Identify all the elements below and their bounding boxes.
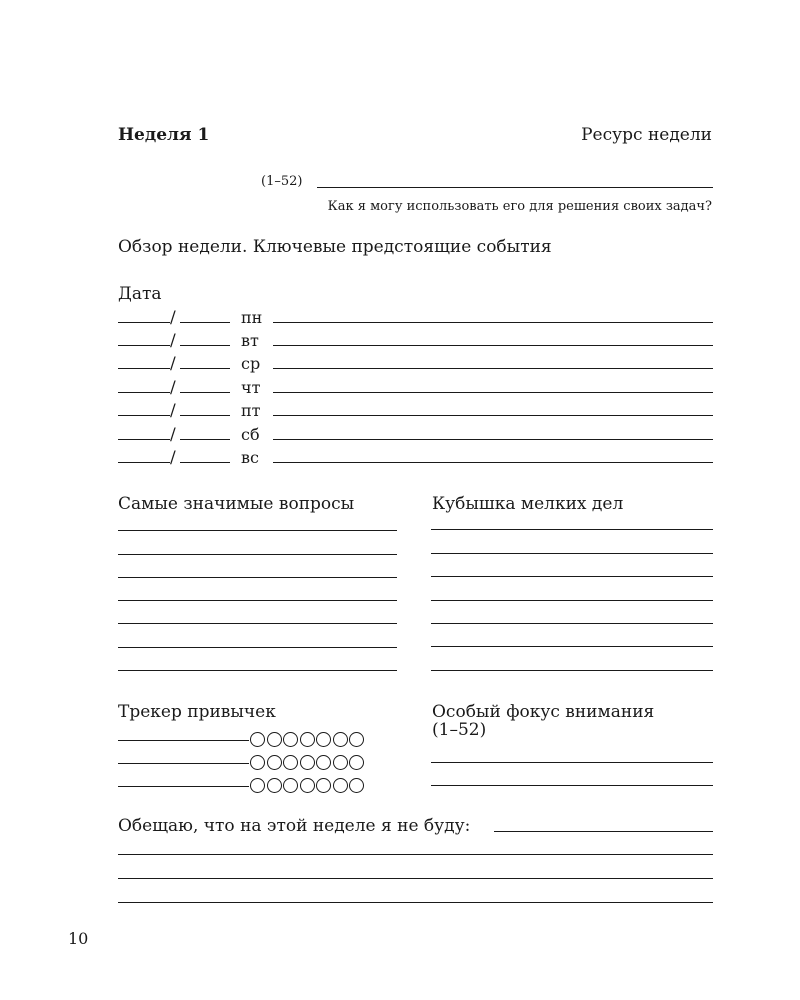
day-label: чт: [241, 378, 261, 397]
day-row-fri: [118, 403, 713, 425]
important-title: Самые значимые вопросы: [118, 494, 355, 514]
habit-day-circle[interactable]: [316, 778, 331, 793]
resource-prompt: Как я могу использовать его для решения своих задач?: [327, 199, 712, 214]
date-separator: /: [170, 401, 176, 421]
resource-title: Ресурс недели: [581, 125, 712, 145]
event-line[interactable]: [273, 322, 713, 323]
day-row-sat: [118, 427, 713, 449]
event-line[interactable]: [273, 368, 713, 369]
habit-day-circle[interactable]: [316, 755, 331, 770]
event-line[interactable]: [273, 392, 713, 393]
habit-day-circle[interactable]: [349, 755, 364, 770]
important-line[interactable]: [118, 554, 397, 555]
small-task-line[interactable]: [431, 529, 713, 530]
date-separator: /: [170, 331, 176, 351]
date-day-field[interactable]: [118, 392, 170, 393]
promise-line[interactable]: [118, 854, 713, 855]
event-line[interactable]: [273, 462, 713, 463]
date-day-field[interactable]: [118, 462, 170, 463]
habit-tracker-row: [250, 775, 366, 792]
day-label: пн: [241, 308, 263, 327]
day-row-wed: [118, 356, 713, 378]
habit-day-circle[interactable]: [250, 778, 265, 793]
date-day-field[interactable]: [118, 345, 170, 346]
day-label: ср: [241, 354, 261, 373]
day-label: сб: [241, 425, 260, 444]
important-line[interactable]: [118, 600, 397, 601]
habit-tracker-row: [250, 729, 366, 746]
habit-day-circle[interactable]: [300, 755, 315, 770]
resource-line[interactable]: [317, 187, 713, 188]
important-line[interactable]: [118, 530, 397, 531]
habit-day-circle[interactable]: [349, 732, 364, 747]
habit-day-circle[interactable]: [250, 732, 265, 747]
date-label: Дата: [118, 284, 162, 304]
day-row-tue: [118, 333, 713, 355]
small-task-line[interactable]: [431, 670, 713, 671]
date-separator: /: [170, 354, 176, 374]
habit-day-circle[interactable]: [300, 778, 315, 793]
event-line[interactable]: [273, 439, 713, 440]
habit-day-circle[interactable]: [267, 778, 282, 793]
focus-line[interactable]: [431, 762, 713, 763]
habit-name-line[interactable]: [118, 740, 249, 741]
focus-line[interactable]: [431, 785, 713, 786]
day-row-sun: [118, 450, 713, 472]
habit-day-circle[interactable]: [283, 755, 298, 770]
event-line[interactable]: [273, 415, 713, 416]
habit-day-circle[interactable]: [267, 755, 282, 770]
promise-line[interactable]: [494, 831, 713, 832]
resource-range: (1–52): [261, 174, 303, 189]
small-task-line[interactable]: [431, 553, 713, 554]
habit-day-circle[interactable]: [267, 732, 282, 747]
habit-day-circle[interactable]: [349, 778, 364, 793]
day-label: вт: [241, 331, 259, 350]
habit-day-circle[interactable]: [333, 755, 348, 770]
important-line[interactable]: [118, 647, 397, 648]
habits-title: Трекер привычек: [118, 702, 276, 722]
week-title: Неделя 1: [118, 125, 210, 145]
date-day-field[interactable]: [118, 322, 170, 323]
date-separator: /: [170, 378, 176, 398]
habit-name-line[interactable]: [118, 786, 249, 787]
date-month-field[interactable]: [180, 345, 230, 346]
date-month-field[interactable]: [180, 368, 230, 369]
focus-title: Особый фокус внимания: [432, 702, 655, 722]
day-label: пт: [241, 401, 261, 420]
important-line[interactable]: [118, 670, 397, 671]
focus-range: (1–52): [432, 720, 487, 740]
day-row-thu: [118, 380, 713, 402]
date-month-field[interactable]: [180, 462, 230, 463]
habit-day-circle[interactable]: [316, 732, 331, 747]
small-task-line[interactable]: [431, 623, 713, 624]
habit-day-circle[interactable]: [283, 778, 298, 793]
promise-label: Обещаю, что на этой неделе я не буду:: [118, 816, 471, 836]
important-line[interactable]: [118, 623, 397, 624]
habit-tracker-row: [250, 752, 366, 769]
small-task-line[interactable]: [431, 646, 713, 647]
important-line[interactable]: [118, 577, 397, 578]
habit-day-circle[interactable]: [300, 732, 315, 747]
date-day-field[interactable]: [118, 415, 170, 416]
date-day-field[interactable]: [118, 439, 170, 440]
small-task-line[interactable]: [431, 600, 713, 601]
date-month-field[interactable]: [180, 322, 230, 323]
overview-title: Обзор недели. Ключевые предстоящие события: [118, 237, 552, 257]
date-separator: /: [170, 448, 176, 468]
date-month-field[interactable]: [180, 415, 230, 416]
date-separator: /: [170, 425, 176, 445]
date-month-field[interactable]: [180, 392, 230, 393]
event-line[interactable]: [273, 345, 713, 346]
habit-day-circle[interactable]: [283, 732, 298, 747]
date-month-field[interactable]: [180, 439, 230, 440]
day-label: вс: [241, 448, 259, 467]
small-tasks-title: Кубышка мелких дел: [432, 494, 624, 514]
habit-day-circle[interactable]: [333, 732, 348, 747]
day-row-mon: [118, 310, 713, 332]
promise-line[interactable]: [118, 902, 713, 903]
date-day-field[interactable]: [118, 368, 170, 369]
habit-name-line[interactable]: [118, 763, 249, 764]
promise-line[interactable]: [118, 878, 713, 879]
page-number: 10: [68, 929, 89, 948]
small-task-line[interactable]: [431, 576, 713, 577]
habit-day-circle[interactable]: [250, 755, 265, 770]
habit-day-circle[interactable]: [333, 778, 348, 793]
date-separator: /: [170, 308, 176, 328]
